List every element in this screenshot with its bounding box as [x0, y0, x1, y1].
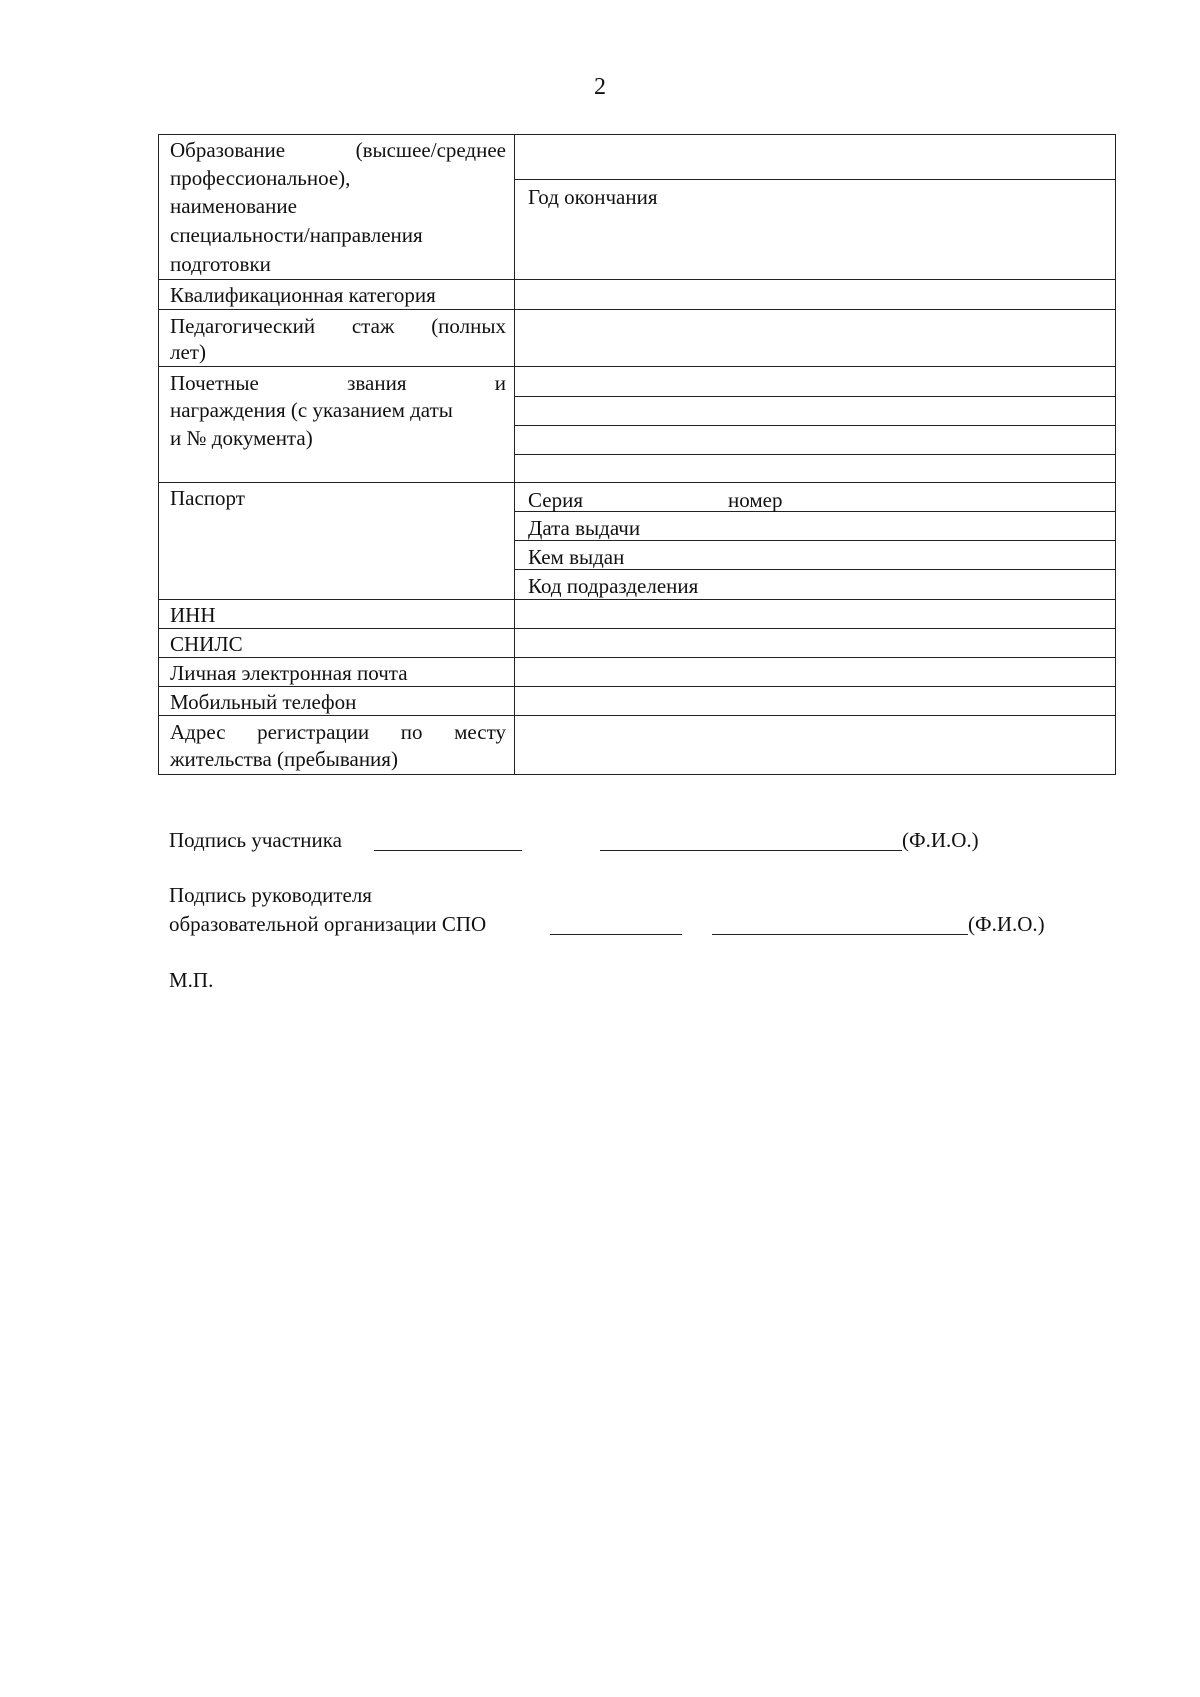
education-word: (высшее/среднее	[355, 138, 506, 162]
address-word: месту	[454, 720, 506, 744]
honors-word: и	[494, 371, 506, 395]
education-label-line4: специальности/направления	[170, 223, 423, 247]
experience-word: стаж	[351, 314, 395, 338]
passport-issued-by-label: Кем выдан	[528, 545, 625, 569]
education-label-line2: профессиональное),	[170, 166, 351, 190]
participant-fio-label: (Ф.И.О.)	[902, 828, 979, 852]
teaching-experience-line1	[170, 312, 506, 340]
honors-label-line3: и № документа)	[170, 426, 313, 450]
subrow-separator	[514, 454, 1116, 455]
honors-label-line2: награждения (с указанием даты	[170, 398, 453, 422]
inn-label: ИНН	[170, 603, 216, 627]
head-name-line	[712, 934, 968, 935]
head-signature-line	[550, 934, 682, 935]
address-word: Адрес	[170, 720, 226, 744]
subrow-separator	[514, 511, 1116, 512]
education-label-line1	[170, 136, 506, 164]
page-number: 2	[594, 74, 606, 100]
participant-signature-label: Подпись участника	[169, 828, 342, 852]
address-label-line1	[170, 718, 506, 746]
address-word: по	[400, 720, 423, 744]
table-border-left	[158, 134, 159, 775]
passport-division-code-label: Код подразделения	[528, 574, 699, 598]
education-word: Образование	[170, 138, 286, 162]
row-separator	[158, 366, 1116, 367]
snils-label: СНИЛС	[170, 632, 243, 656]
row-separator	[158, 482, 1116, 483]
experience-word: (полных	[431, 314, 506, 338]
participant-form-table	[158, 134, 1116, 775]
passport-label: Паспорт	[170, 486, 245, 510]
head-signature-label-line1: Подпись руководителя	[169, 883, 372, 907]
teaching-experience-line2: лет)	[170, 340, 206, 364]
subrow-separator	[514, 396, 1116, 397]
passport-issue-date-label: Дата выдачи	[528, 516, 641, 540]
subrow-separator	[514, 425, 1116, 426]
stamp-place-label: М.П.	[169, 968, 214, 992]
head-signature-label-line2: образовательной организации СПО	[169, 912, 487, 936]
subrow-separator	[514, 179, 1116, 180]
education-label-line3: наименование	[170, 194, 297, 218]
education-label-line5: подготовки	[170, 252, 271, 276]
graduation-year-label: Год окончания	[528, 185, 658, 209]
honors-label-line1	[170, 369, 506, 397]
honors-word: Почетные	[170, 371, 259, 395]
row-separator	[158, 309, 1116, 310]
participant-signature-line	[374, 850, 522, 851]
passport-number-label: номер	[728, 488, 783, 512]
experience-word: Педагогический	[170, 314, 316, 338]
passport-series-label: Серия	[528, 488, 583, 512]
row-separator	[158, 628, 1116, 629]
table-border-bottom	[158, 774, 1116, 775]
mobile-phone-label: Мобильный телефон	[170, 690, 357, 714]
head-fio-label: (Ф.И.О.)	[968, 912, 1045, 936]
qualification-category-label: Квалификационная категория	[170, 283, 436, 307]
honors-word: звания	[347, 371, 407, 395]
address-label-line2: жительства (пребывания)	[170, 747, 398, 771]
participant-name-line	[600, 850, 902, 851]
address-word: регистрации	[257, 720, 370, 744]
email-label: Личная электронная почта	[170, 661, 408, 685]
